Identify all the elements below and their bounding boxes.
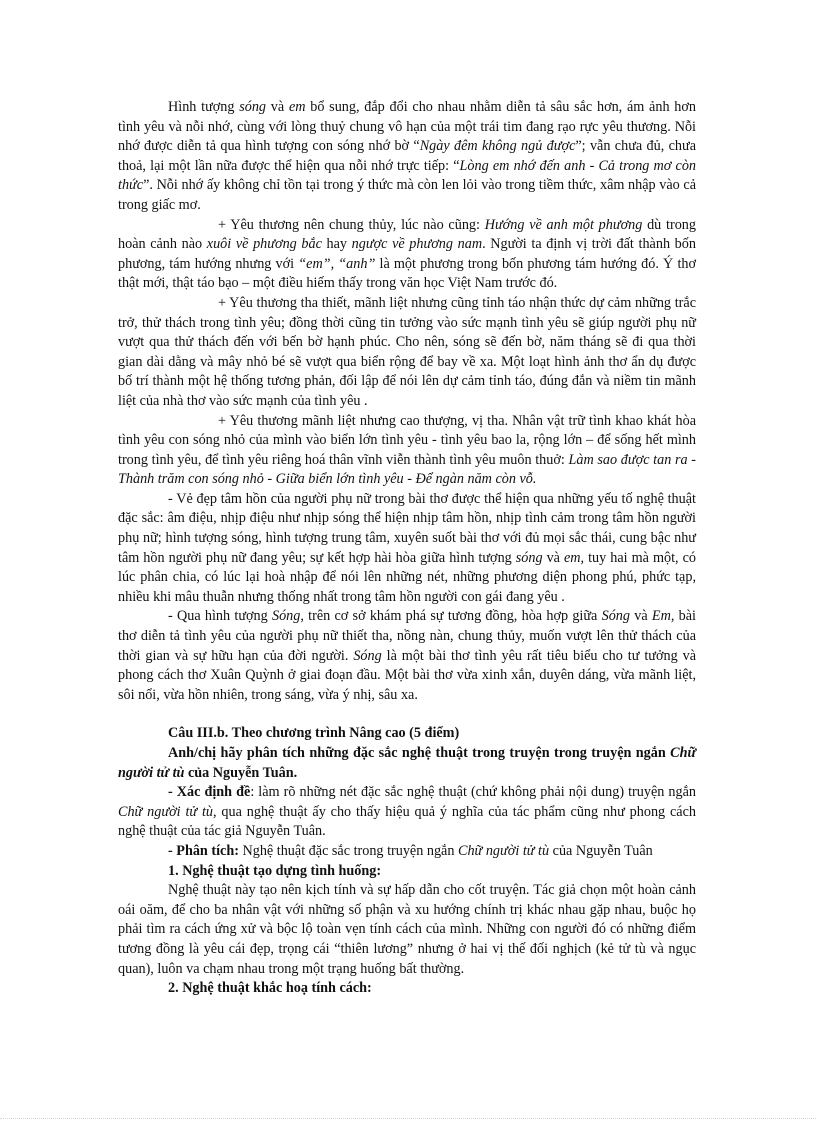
paragraph-phan-tich: - Phân tích: Nghệ thuật đặc sắc trong truyện ngắn Chữ người tử tù của Nguyễn Tuân bbox=[168, 842, 653, 859]
page-bottom-border bbox=[0, 1117, 816, 1119]
paragraph-ket-luan: - Qua hình tượng Sóng, trên cơ sở khám phá sự tương đồng, hòa hợp giữa Sóng và Em, bài thơ diễn tả tình yêu của người phụ nữ thiết tha, nồng nàn, chung thủy, muốn vượt lên thử thách của thời gian và sự hữu hạn của đời người. Sóng là một bài thơ tình yêu rất tiêu biểu cho tư tưởng và phong cách thơ Xuân Quỳnh ở giai đoạn đầu. Một bài thơ vừa xinh xắn, duyên dáng, vừa mãnh liệt, sôi nổi, vừa hồn nhiên, trong sáng, vừa ý nhị, sâu xa. bbox=[118, 608, 696, 703]
paragraph-xac-dinh-de: - Xác định đề: làm rõ những nét đặc sắc nghệ thuật (chứ không phải nội dung) truyện ngắn Chữ người tử tù, qua nghệ thuật ấy cho thấy hiệu quả ý nghĩa của tác phẩm cũng như phong cách nghệ thuật của tác giả Nguyễn Tuân. bbox=[118, 784, 696, 840]
paragraph-tinh-huong: Nghệ thuật này tạo nên kịch tính và sự hấp dẫn cho cốt truyện. Tác giả chọn một hoàn cảnh oái oăm, để cho ba nhân vật với những số phận và xu hướng chính trị khác nhau gặp nhau, buộc họ phải tìm ra cách ứng xử và bộc lộ toàn vẹn tính cách của mình. Những con người đó có những điểm tương đồng là yêu cái đẹp, trọng cái “thiên lương” nhưng ở hai vị thế đối nghịch (kẻ tử tù và ngục quan), luôn va chạm nhau trong một trạng huống bất thường. bbox=[118, 882, 696, 977]
paragraph-vi-tha: + Yêu thương mãnh liệt nhưng cao thượng, vị tha. Nhân vật trữ tình khao khát hòa tình yêu con sóng nhỏ của mình vào biển lớn tình yêu - tình yêu bao la, rộng lớn – để sống hết mình trong tình yêu, để tình yêu riêng hoá thân vĩnh viễn thành tình yêu muôn thuở: Làm sao được tan ra -Thành trăm con sóng nhỏ - Giữa biển lớn tình yêu - Để ngàn năm còn vỗ. bbox=[118, 412, 696, 488]
paragraph-nghe-thuat: - Vẻ đẹp tâm hồn của người phụ nữ trong bài thơ được thể hiện qua những yếu tố nghệ thuật đặc sắc: âm điệu, nhịp điệu như nhịp sóng thể hiện nhịp tâm hồn, nhịp tình cảm trong tâm hồn người phụ nữ; hình tượng sóng, hình tượng trung tâm, xuyên suốt bài thơ với đủ mọi sắc thái, cung bậc như tâm hồn người phụ nữ đang yêu; sự kết hợp hài hòa giữa hình tượng sóng và em, tuy hai mà một, có lúc phân chia, có lúc lại hoà nhập để nói lên những nét, những phương diện phong phú, phức tạp, nhiều khi mâu thuẫn nhưng thống nhất trong tâm hồn người con gái đang yêu . bbox=[118, 490, 696, 605]
paragraph-tha-thiet: + Yêu thương tha thiết, mãnh liệt nhưng cũng tỉnh táo nhận thức dự cảm những trắc trở, thử thách trong tình yêu; đồng thời cũng tin tưởng vào sức mạnh tình yêu sẽ giúp người phụ nữ vượt qua thử thách đến với bến bờ hạnh phúc. Cho nên, sóng sẽ đến bờ, năm tháng sẽ đi qua thời gian dài dằng và mây nhỏ bé sẽ vượt qua biển rộng để bay về xa. Một loạt hình ảnh thơ ẩn dụ được bố trí thành một hệ thống tương phản, đối lập để nói lên dự cảm tỉnh táo, đúng đắn và niềm tin mãnh liệt của nhà thơ vào sức mạnh của tình yêu . bbox=[118, 294, 696, 409]
section-heading: Câu III.b. Theo chương trình Nâng cao (5 điểm) bbox=[168, 725, 460, 742]
task-prompt: Anh/chị hãy phân tích những đặc sắc nghệ thuật trong truyện trong truyện ngắn Chữ người tử tù của Nguyễn Tuân. bbox=[118, 745, 696, 781]
paragraph-chung-thuy: + Yêu thương nên chung thủy, lúc nào cũng: Hướng về anh một phương dù trong hoàn cảnh nào xuôi về phương bắc hay ngược về phương nam. Người ta định vị trời đất thành bốn phương, tám hướng nhưng với “em”, “anh” là một phương trong bốn phương tám hướng đó. Ý thơ thật mới, thật táo bạo – một điều hiếm thấy trong văn học Việt Nam trước đó. bbox=[118, 216, 696, 292]
subheading-tinh-cach: 2. Nghệ thuật khắc hoạ tính cách: bbox=[168, 980, 372, 997]
subheading-tinh-huong: 1. Nghệ thuật tạo dựng tình huống: bbox=[168, 862, 382, 879]
document-page bbox=[118, 98, 696, 999]
spacer bbox=[118, 705, 696, 724]
paragraph-song-em: Hình tượng sóng và em bổ sung, đắp đổi cho nhau nhằm diễn tả sâu sắc hơn, ám ảnh hơn tình yêu và nỗi nhớ, cùng với lòng thuỷ chung vô hạn của một trái tim đang rạo rực yêu thương. Nỗi nhớ được diễn tả qua hình tượng con sóng nhớ bờ “Ngày đêm không ngủ được”; vẫn chưa đủ, chưa thoả, lại một lần nữa được thể hiện qua nỗi nhớ trực tiếp: “Lòng em nhớ đến anh - Cả trong mơ còn thức”. Nỗi nhớ ấy không chỉ tồn tại trong ý thức mà còn len lỏi vào trong tiềm thức, xâm nhập vào cả trong giấc mơ. bbox=[118, 99, 697, 213]
